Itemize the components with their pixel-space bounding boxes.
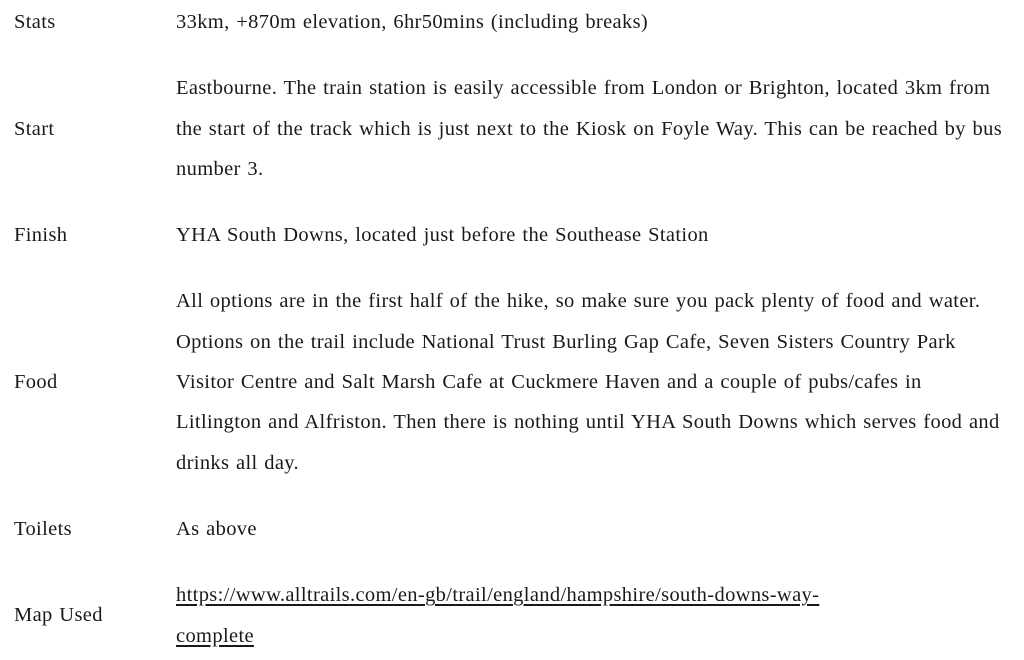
row-value-finish: YHA South Downs, located just before the Southease Station	[176, 224, 709, 247]
table-row-toilets	[14, 509, 1008, 549]
row-value-start: Eastbourne. The train station is easily accessible from London or Brighton, located 3km from the start of the track which is just next to the Kiosk on Foyle Way. This can be reached by bus number 3.	[176, 77, 1003, 180]
table-row-food	[14, 281, 1008, 482]
row-label-food: Food	[14, 371, 58, 394]
table-row-start	[14, 68, 1008, 189]
row-value-stats: 33km, +870m elevation, 6hr50mins (including breaks)	[176, 11, 649, 33]
table-row-finish	[14, 215, 1008, 255]
row-label-finish: Finish	[14, 224, 68, 247]
table-row-map-used	[14, 575, 1008, 656]
row-value-food: All options are in the first half of the hike, so make sure you pack plenty of food and water. Options on the trail include National Trust Burling Gap Cafe, Seven Sisters Country Park Visitor Centre and Salt Marsh Cafe at Cuckmere Haven and a couple of pubs/cafes in Litlington and Alfriston. Then there is nothing until YHA South Downs which serves food and drinks all day.	[176, 290, 1000, 474]
row-label-map-used: Map Used	[14, 604, 103, 627]
row-value-toilets: As above	[176, 517, 257, 540]
row-label-stats: Stats	[14, 11, 56, 33]
row-value-map-used	[176, 575, 1008, 656]
map-used-link[interactable]: https://www.alltrails.com/en-gb/trail/england/hampshire/south-downs-way-complete	[176, 584, 820, 647]
row-label-start: Start	[14, 117, 55, 140]
row-label-toilets: Toilets	[14, 517, 72, 540]
table-row-stats	[14, 2, 1008, 42]
